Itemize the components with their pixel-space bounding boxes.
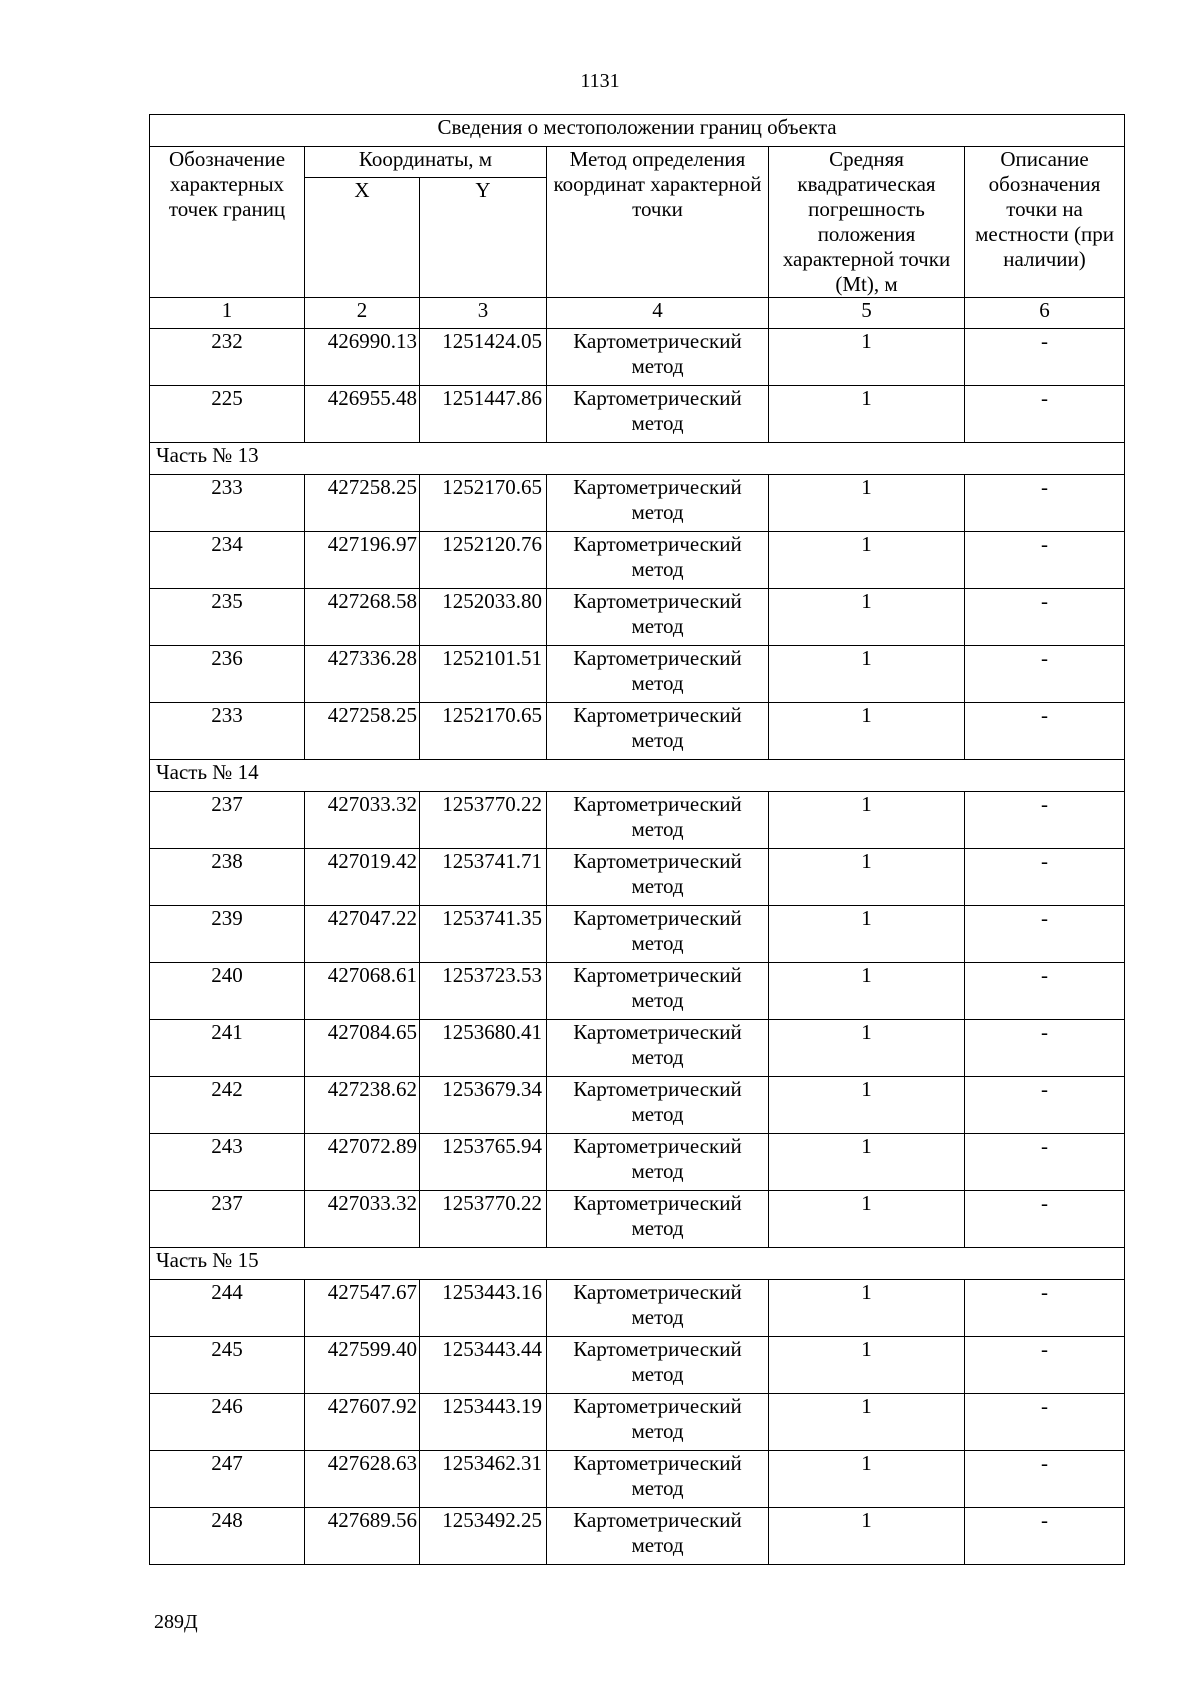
method-cell: Картометрический метод [547, 1394, 769, 1451]
x-coordinate-cell: 427019.42 [305, 849, 420, 906]
x-coordinate-cell: 427628.63 [305, 1451, 420, 1508]
description-cell: - [965, 1337, 1125, 1394]
x-coordinate-cell: 427689.56 [305, 1508, 420, 1565]
y-coordinate-cell: 1252170.65 [420, 475, 547, 532]
y-coordinate-cell: 1253770.22 [420, 792, 547, 849]
method-cell: Картометрический метод [547, 1280, 769, 1337]
point-id-cell: 234 [150, 532, 305, 589]
table-body [150, 329, 1125, 1565]
error-cell: 1 [769, 1394, 965, 1451]
table-row [150, 646, 1125, 703]
x-coordinate-cell: 427336.28 [305, 646, 420, 703]
point-id-cell: 245 [150, 1337, 305, 1394]
method-cell: Картометрический метод [547, 1077, 769, 1134]
x-coordinate-cell: 427068.61 [305, 963, 420, 1020]
method-cell: Картометрический метод [547, 963, 769, 1020]
x-coordinate-cell: 427084.65 [305, 1020, 420, 1077]
method-cell: Картометрический метод [547, 589, 769, 646]
part-row [150, 760, 1125, 792]
y-coordinate-cell: 1253492.25 [420, 1508, 547, 1565]
x-coordinate-cell: 427238.62 [305, 1077, 420, 1134]
error-cell: 1 [769, 849, 965, 906]
part-row [150, 1248, 1125, 1280]
header-point: Обозначение характерных точек границ [150, 147, 305, 298]
table-row [150, 532, 1125, 589]
y-coordinate-cell: 1253462.31 [420, 1451, 547, 1508]
table-row [150, 849, 1125, 906]
x-coordinate-cell: 427033.32 [305, 792, 420, 849]
x-coordinate-cell: 427268.58 [305, 589, 420, 646]
method-cell: Картометрический метод [547, 1451, 769, 1508]
column-number-row [150, 298, 1125, 329]
method-cell: Картометрический метод [547, 703, 769, 760]
error-cell: 1 [769, 1337, 965, 1394]
error-cell: 1 [769, 1077, 965, 1134]
header-error: Средняя квадратическая погрешность положения характерной точки (Mt), м [769, 147, 965, 298]
description-cell: - [965, 329, 1125, 386]
method-cell: Картометрический метод [547, 1134, 769, 1191]
point-id-cell: 240 [150, 963, 305, 1020]
method-cell: Картометрический метод [547, 1337, 769, 1394]
y-coordinate-cell: 1253443.44 [420, 1337, 547, 1394]
method-cell: Картометрический метод [547, 792, 769, 849]
error-cell: 1 [769, 1134, 965, 1191]
document-code: 289Д [154, 1611, 198, 1633]
error-cell: 1 [769, 589, 965, 646]
header-y: Y [420, 178, 547, 298]
error-cell: 1 [769, 646, 965, 703]
point-id-cell: 233 [150, 703, 305, 760]
table-row [150, 703, 1125, 760]
description-cell: - [965, 646, 1125, 703]
table-row [150, 329, 1125, 386]
point-id-cell: 232 [150, 329, 305, 386]
method-cell: Картометрический метод [547, 532, 769, 589]
table-row [150, 1451, 1125, 1508]
table-row [150, 792, 1125, 849]
table-row [150, 386, 1125, 443]
y-coordinate-cell: 1252101.51 [420, 646, 547, 703]
x-coordinate-cell: 427258.25 [305, 703, 420, 760]
table-row [150, 589, 1125, 646]
method-cell: Картометрический метод [547, 1508, 769, 1565]
method-cell: Картометрический метод [547, 906, 769, 963]
point-id-cell: 243 [150, 1134, 305, 1191]
description-cell: - [965, 1191, 1125, 1248]
point-id-cell: 238 [150, 849, 305, 906]
error-cell: 1 [769, 1020, 965, 1077]
header-method: Метод определения координат характерной точки [547, 147, 769, 298]
y-coordinate-cell: 1251424.05 [420, 329, 547, 386]
part-label: Часть № 13 [150, 443, 1125, 475]
y-coordinate-cell: 1253770.22 [420, 1191, 547, 1248]
x-coordinate-cell: 427033.32 [305, 1191, 420, 1248]
point-id-cell: 244 [150, 1280, 305, 1337]
method-cell: Картометрический метод [547, 329, 769, 386]
error-cell: 1 [769, 329, 965, 386]
description-cell: - [965, 532, 1125, 589]
point-id-cell: 225 [150, 386, 305, 443]
table-row [150, 1394, 1125, 1451]
column-number: 6 [965, 298, 1125, 329]
description-cell: - [965, 1508, 1125, 1565]
description-cell: - [965, 792, 1125, 849]
table-row [150, 1134, 1125, 1191]
y-coordinate-cell: 1252033.80 [420, 589, 547, 646]
y-coordinate-cell: 1253443.19 [420, 1394, 547, 1451]
point-id-cell: 246 [150, 1394, 305, 1451]
point-id-cell: 233 [150, 475, 305, 532]
table-row [150, 906, 1125, 963]
point-id-cell: 237 [150, 1191, 305, 1248]
error-cell: 1 [769, 703, 965, 760]
description-cell: - [965, 386, 1125, 443]
error-cell: 1 [769, 386, 965, 443]
table-row [150, 1280, 1125, 1337]
header-coords: Координаты, м [305, 147, 547, 178]
table-row [150, 1337, 1125, 1394]
column-number: 2 [305, 298, 420, 329]
table-row [150, 1191, 1125, 1248]
method-cell: Картометрический метод [547, 849, 769, 906]
method-cell: Картометрический метод [547, 386, 769, 443]
y-coordinate-cell: 1253741.71 [420, 849, 547, 906]
x-coordinate-cell: 427072.89 [305, 1134, 420, 1191]
error-cell: 1 [769, 1280, 965, 1337]
point-id-cell: 242 [150, 1077, 305, 1134]
x-coordinate-cell: 427607.92 [305, 1394, 420, 1451]
header-x: X [305, 178, 420, 298]
description-cell: - [965, 1020, 1125, 1077]
x-coordinate-cell: 427047.22 [305, 906, 420, 963]
method-cell: Картометрический метод [547, 475, 769, 532]
point-id-cell: 241 [150, 1020, 305, 1077]
x-coordinate-cell: 427547.67 [305, 1280, 420, 1337]
y-coordinate-cell: 1252120.76 [420, 532, 547, 589]
description-cell: - [965, 1394, 1125, 1451]
description-cell: - [965, 703, 1125, 760]
x-coordinate-cell: 427599.40 [305, 1337, 420, 1394]
point-id-cell: 236 [150, 646, 305, 703]
error-cell: 1 [769, 1451, 965, 1508]
column-number: 3 [420, 298, 547, 329]
method-cell: Картометрический метод [547, 1020, 769, 1077]
point-id-cell: 247 [150, 1451, 305, 1508]
column-number: 5 [769, 298, 965, 329]
point-id-cell: 239 [150, 906, 305, 963]
y-coordinate-cell: 1251447.86 [420, 386, 547, 443]
table-title: Сведения о местоположении границ объекта [150, 115, 1125, 147]
description-cell: - [965, 589, 1125, 646]
y-coordinate-cell: 1253723.53 [420, 963, 547, 1020]
error-cell: 1 [769, 475, 965, 532]
point-id-cell: 237 [150, 792, 305, 849]
point-id-cell: 235 [150, 589, 305, 646]
column-number: 1 [150, 298, 305, 329]
error-cell: 1 [769, 792, 965, 849]
description-cell: - [965, 963, 1125, 1020]
table-row [150, 1020, 1125, 1077]
part-row [150, 443, 1125, 475]
x-coordinate-cell: 426990.13 [305, 329, 420, 386]
part-label: Часть № 15 [150, 1248, 1125, 1280]
y-coordinate-cell: 1253765.94 [420, 1134, 547, 1191]
x-coordinate-cell: 427258.25 [305, 475, 420, 532]
table-row [150, 1508, 1125, 1565]
error-cell: 1 [769, 963, 965, 1020]
table-row [150, 475, 1125, 532]
point-id-cell: 248 [150, 1508, 305, 1565]
error-cell: 1 [769, 1508, 965, 1565]
x-coordinate-cell: 426955.48 [305, 386, 420, 443]
description-cell: - [965, 1280, 1125, 1337]
header-description: Описание обозначения точки на местности (при наличии) [965, 147, 1125, 298]
table-row [150, 963, 1125, 1020]
x-coordinate-cell: 427196.97 [305, 532, 420, 589]
y-coordinate-cell: 1253679.34 [420, 1077, 547, 1134]
description-cell: - [965, 1451, 1125, 1508]
column-number: 4 [547, 298, 769, 329]
description-cell: - [965, 849, 1125, 906]
y-coordinate-cell: 1252170.65 [420, 703, 547, 760]
table-row [150, 1077, 1125, 1134]
description-cell: - [965, 906, 1125, 963]
method-cell: Картометрический метод [547, 646, 769, 703]
y-coordinate-cell: 1253741.35 [420, 906, 547, 963]
page-number: 1131 [580, 70, 620, 92]
error-cell: 1 [769, 532, 965, 589]
part-label: Часть № 14 [150, 760, 1125, 792]
description-cell: - [965, 1134, 1125, 1191]
method-cell: Картометрический метод [547, 1191, 769, 1248]
y-coordinate-cell: 1253443.16 [420, 1280, 547, 1337]
description-cell: - [965, 475, 1125, 532]
error-cell: 1 [769, 1191, 965, 1248]
error-cell: 1 [769, 906, 965, 963]
y-coordinate-cell: 1253680.41 [420, 1020, 547, 1077]
description-cell: - [965, 1077, 1125, 1134]
boundary-coordinates-table [149, 114, 1125, 1565]
